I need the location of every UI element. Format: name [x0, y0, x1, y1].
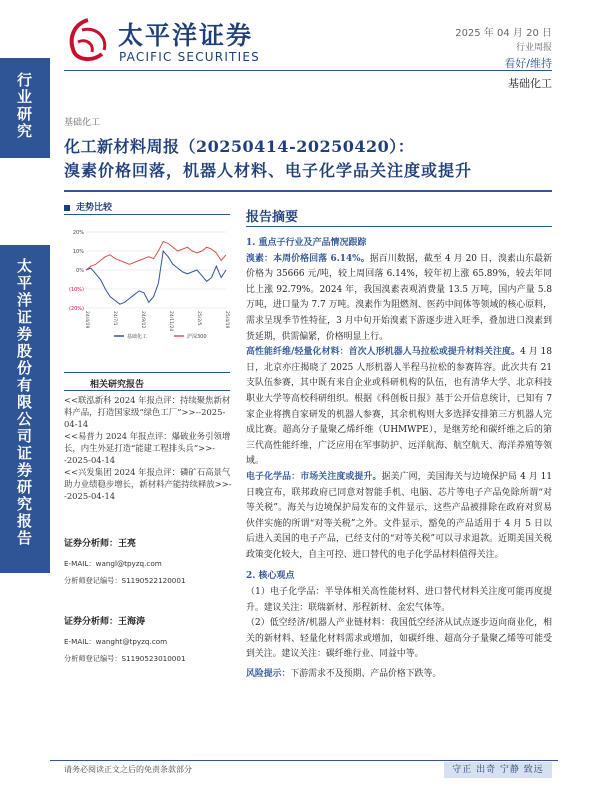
related-item[interactable]: <<联泓新科 2024 年报点评：持续聚焦新材料产品，打造国家级“绿色工厂”>>--2025-04-14	[64, 395, 231, 429]
analyst-block-2	[64, 614, 232, 664]
footer-rule	[50, 760, 558, 761]
report-title-line2: 溴素价格回落，机器人材料、电子化学品关注度或提升	[64, 161, 473, 180]
x-tick-label: 25/2/5	[196, 311, 201, 326]
sidebar-top-label: 行业研究	[15, 72, 33, 140]
x-tick-label: 24/9/12	[140, 311, 145, 329]
report-title-line1: 化工新材料周报（20250414-20250420）：	[64, 137, 415, 156]
industry-tag: 基础化工	[64, 118, 101, 128]
related-list	[64, 394, 232, 502]
industry-label: 基础化工	[508, 77, 552, 90]
x-tick-label: 24/7/1	[112, 311, 117, 326]
related-rule	[64, 390, 230, 391]
analyst-email[interactable]: E-MAIL：wanght@tpyzq.com	[64, 637, 168, 646]
summary-heading: 报告摘要	[246, 210, 299, 225]
related-item[interactable]: <<兴发集团 2024 年报点评：磷矿石高景气助力业绩稳步增长，新材料产能持续释放>>--2025-04-14	[64, 467, 232, 501]
y-tick-label: (10%)	[68, 287, 84, 293]
footer-disclaimer: 请务必阅读正文之后的免责条款部分	[64, 765, 192, 774]
legend-label: 沪深300	[187, 334, 207, 340]
y-tick-label: 10%	[72, 249, 84, 255]
series-line	[86, 242, 226, 271]
footer-motto: 守正 出奇 宁静 致远	[444, 762, 552, 778]
related-rule-top	[64, 372, 230, 373]
risk-body: 下游需求不及预期、产品价格下跌等。	[290, 669, 442, 680]
view-2: （2）低空经济/机器人产业链材料：我国低空经济从试点逐步迈向商业化，相关的新材料、轻量化材料需求或增加，如碳纤维、超高分子量聚乙烯等可能受到关注。建议关注：碳纤维行业、同益中等。	[246, 618, 552, 660]
report-type: 行业周报	[515, 43, 552, 53]
electronic-lead: 电子化学品：市场关注度或提升。	[246, 471, 382, 482]
x-tick-label: 24/11/24	[168, 311, 173, 332]
rating: 看好/维持	[504, 57, 552, 70]
analyst-license: 分析师登记编号：S1190523010001	[64, 654, 186, 663]
bromine-lead: 溴素：本周价格回落 6.14%。	[246, 253, 370, 264]
related-item[interactable]: <<易普力 2024 年报点评：爆破业务引领增长，内生外延打造“能建工程排头兵”>>--2025-04-14	[64, 431, 231, 465]
y-tick-label: (20%)	[68, 306, 84, 312]
paragraph-bromine	[246, 252, 552, 346]
legend-label: 基础化工	[127, 334, 148, 340]
analyst-name: 证券分析师：王亮	[64, 539, 137, 549]
analyst-block-1	[64, 536, 232, 586]
analyst-email[interactable]: E-MAIL：wangl@tpyzq.com	[64, 559, 162, 568]
title-rule	[64, 190, 552, 192]
y-tick-label: 0%	[76, 268, 84, 274]
summary-body	[246, 236, 552, 683]
paragraph-fiber	[246, 345, 552, 470]
logo-chinese-name: 太平洋证券	[118, 21, 254, 50]
analyst-license: 分析师登记编号：S1190522120001	[64, 576, 186, 585]
analyst-name: 证券分析师：王海涛	[64, 617, 146, 627]
square-bullet-icon	[64, 205, 70, 211]
trend-heading	[64, 200, 112, 213]
risk-lead: 风险提示：	[246, 669, 291, 680]
fiber-lead: 高性能纤维/轻量化材料：首次人形机器人马拉松或提升材料关注度。	[246, 347, 521, 358]
report-date: 2025 年 04 月 20 日	[455, 28, 552, 39]
section2-title: 2. 核心观点	[246, 571, 295, 582]
trend-chart	[64, 224, 232, 344]
view-1: （1）电子化学品：半导体相关高性能材料、进口替代材料关注度可能再度提升。建议关注：联瑞新材、彤程新材、金宏气体等。	[246, 587, 552, 613]
trend-rule	[64, 214, 230, 215]
related-heading: 相关研究报告	[90, 380, 145, 390]
paragraph-electronic	[246, 470, 552, 564]
pacific-logo-icon	[64, 16, 112, 64]
series-line	[86, 251, 226, 304]
sidebar-bottom-label: 太平洋证券股份有限公司证券研究报告	[15, 258, 33, 547]
section1-title: 1. 重点子行业及产品情况跟踪	[246, 238, 367, 248]
x-tick-label: 24/4/19	[84, 311, 89, 329]
logo-english-name: PACIFIC SECURITIES	[119, 50, 260, 64]
x-tick-label: 25/4/19	[224, 311, 229, 329]
summary-rule	[246, 226, 552, 227]
fiber-body: 4 月 18 日，北京亦庄揭晓了 2025 人形机器人半程马拉松的参赛阵容。此次共有 21 支队伍参赛，其中既有来自企业或科研机构的队伍，也有清华大学、北京科技职业大学等高校科研组织。根据《科创板日报》基于公开信息统计，已知有 7 家企业将携自家研发的机器人参赛，其余机构则大多选择安排第三方机器人完成比赛。超高分子量聚乙烯纤维（UHMWPE），是继芳纶和碳纤维之后的第三代高性能纤维，广泛应用在军事防护、远洋航海、航空航天、海洋养殖等领域。	[246, 347, 552, 467]
header-rule	[64, 70, 552, 71]
bromine-body: 据百川数据，截至 4 月 20 日，溴素山东最新价格为 35666 元/吨，较上周回落 6.14%，较年初上涨 65.89%，较去年同比上涨 92.79%。2024 年，我国溴素表观消费量 13.5 万吨，国内产量 5.8 万吨，进口量为 7.7 万吨。溴素作为阻燃剂、医药中间体等领域的核心原料，需求呈现季节性特征，3 月中旬开始溴素下游逐步进入旺季，叠加进口溴素到货延期，供需偏紧，价格明显上行。	[246, 253, 552, 342]
y-tick-label: 20%	[72, 230, 84, 236]
trend-heading-text: 走势比较	[76, 203, 113, 213]
electronic-body: 据美广网，美国海关与边境保护局 4 月 11 日晚宣布，联邦政府已同意对智能手机、电脑、芯片等电子产品免除所谓“对等关税”。海关与边境保护局发布的文件显示，这些产品被排除在政府对贸易伙伴实施的所谓“对等关税”之外。文件显示，豁免的产品适用于 4 月 5 日以后进入美国的电子产品，已经支付的“对等关税”可以寻求退款。近期美国关税政策变化较大，自主可控、进口替代的电子化学品材料值得关注。	[246, 471, 553, 560]
